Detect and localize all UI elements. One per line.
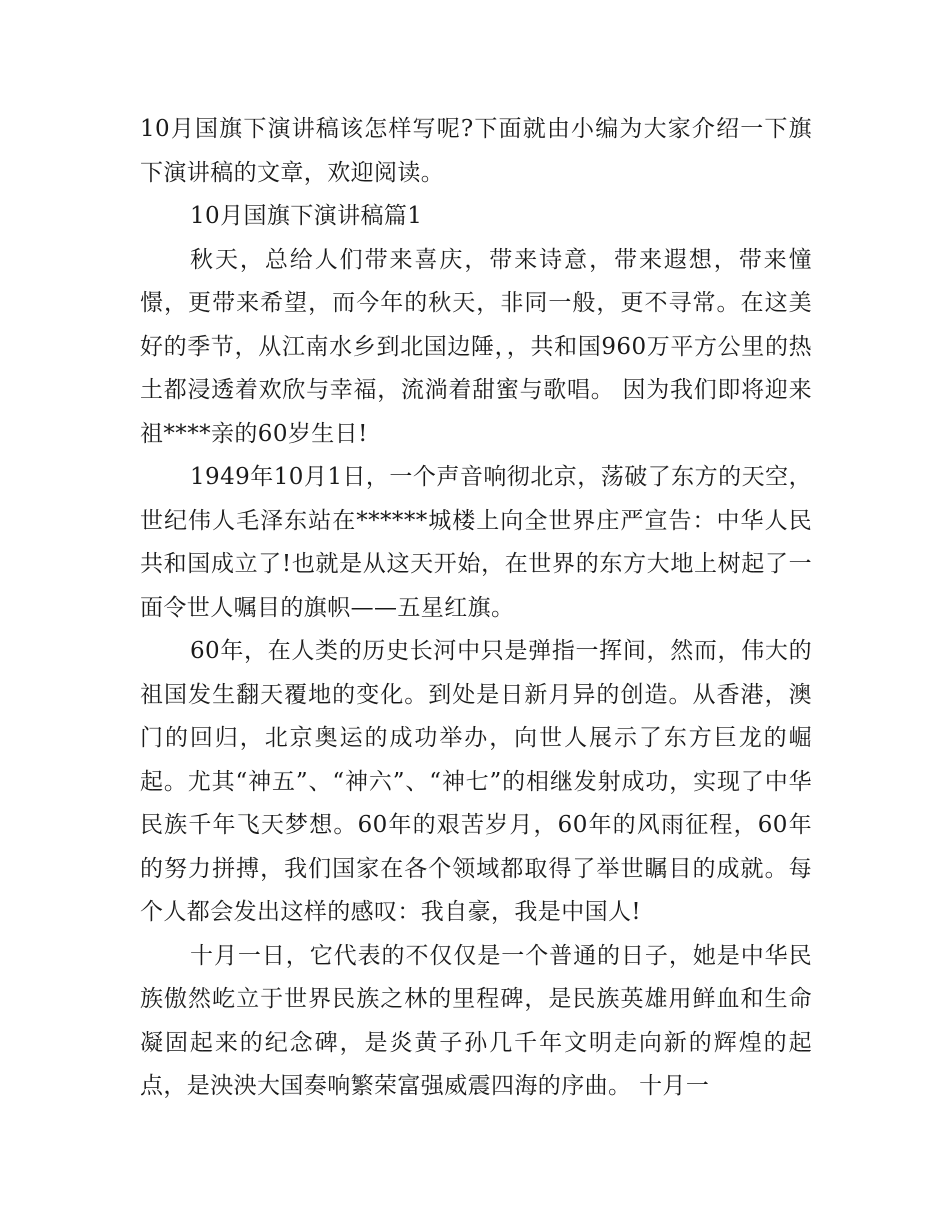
section-heading: 10月国旗下演讲稿篇1 xyxy=(190,203,423,229)
body-paragraph: 1949年10月1日，一个声音响彻北京，荡破了东方的天空，世纪伟人毛泽东站在******城楼上向全世界庄严宣告：中华人民共和国成立了!也就是从这天开始，在世界的东方大地上树起了一面令世人嘱目的旗帜——五星红旗。 xyxy=(140,464,812,621)
body-paragraph: 秋天，总给人们带来喜庆，带来诗意，带来遐想，带来憧憬，更带来希望，而今年的秋天，非同一般，更不寻常。在这美好的季节，从江南水乡到北国边陲，，共和国960万平方公里的热土都浸透着欢欣与幸福，流淌着甜蜜与歌唱。 因为我们即将迎来祖****亲的60岁生日! xyxy=(140,246,812,447)
document-body xyxy=(140,108,812,1109)
body-paragraph: 60年，在人类的历史长河中只是弹指一挥间，然而，伟大的祖国发生翻天覆地的变化。到处是日新月异的创造。从香港，澳门的回归，北京奥运的成功举办，向世人展示了东方巨龙的崛起。尤其“神五”、“神六”、“神七”的相继发射成功，实现了中华民族千年飞天梦想。60年的艰苦岁月，60年的风雨征程，60年的努力拼搏，我们国家在各个领域都取得了举世瞩目的成就。每个人都会发出这样的感叹：我自豪，我是中国人! xyxy=(140,638,812,925)
intro-paragraph: 10月国旗下演讲稿该怎样写呢?下面就由小编为大家介绍一下旗下演讲稿的文章，欢迎阅读。 xyxy=(140,116,812,186)
body-paragraph: 十月一日，它代表的不仅仅是一个普通的日子，她是中华民族傲然屹立于世界民族之林的里程碑，是民族英雄用鲜血和生命凝固起来的纪念碑，是炎黄子孙几千年文明走向新的辉煌的起点，是泱泱大国奏响繁荣富强威震四海的序曲。 十月一 xyxy=(140,942,812,1099)
